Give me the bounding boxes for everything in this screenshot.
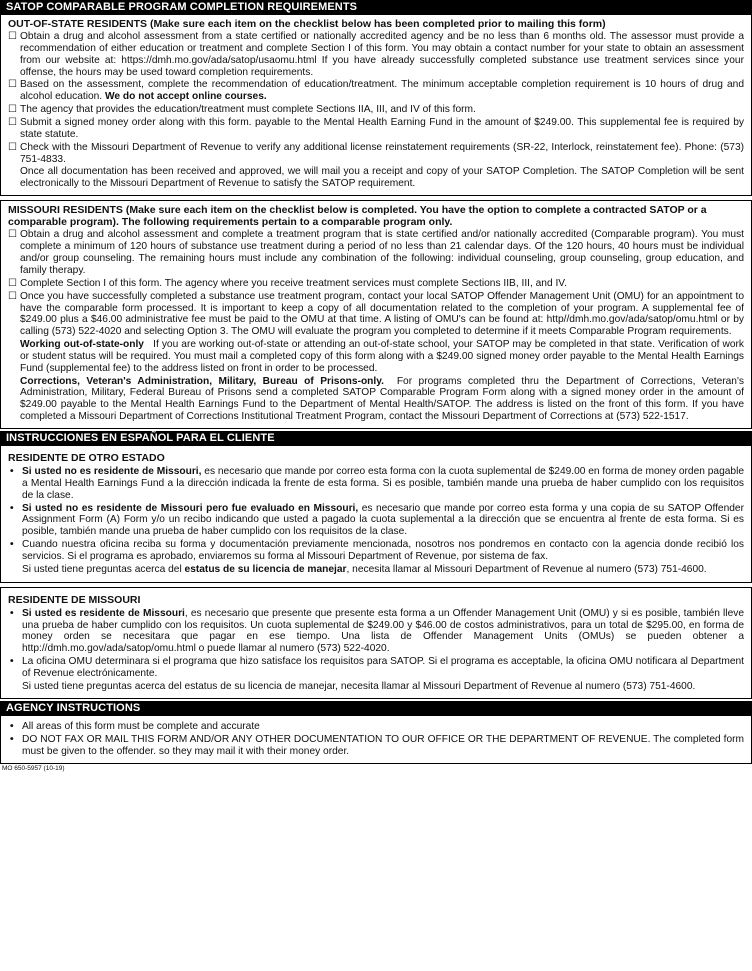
checklist-item: ☐ Complete Section I of this form. The agency where you receive treatment services must complete Sections IIB, III, and IV.	[8, 277, 567, 289]
agency-box	[0, 716, 752, 763]
checkbox-icon: ☐	[8, 117, 17, 129]
completion-note: Once all documentation has been received and approved, we will mail you a receipt and copy of your SATOP Completion. The SATOP Completion will be sent electronically to the Missouri Department of Revenue to satisfy the SATOP requirement.	[20, 166, 744, 190]
otro-estado-heading: RESIDENTE DE OTRO ESTADO	[8, 451, 165, 464]
bullet-icon: •	[10, 466, 14, 478]
checklist-item: ☐ Based on the assessment, complete the recommendation of education/treatment. The minimum acceptable completion requirement is 10 hours of drug and alcohol education. We do not accept online courses.	[8, 79, 744, 103]
online-courses-note: We do not accept online courses.	[104, 91, 267, 103]
checkbox-icon: ☐	[8, 79, 17, 91]
checklist-item: ☐ Obtain a drug and alcohol assessment and complete a treatment program that is state certified and/or nationally accredited (Comparable program). You must complete a minimum of 120 hours of substance use treatment during a period of no less than 21 calendar days. Of the 120 hours, 40 hours must be individual and/or group counseling. The remaining hours must include any combination of the following: individual counseling, group counseling, group education, and family therapy.	[8, 229, 744, 276]
checkbox-icon: ☐	[8, 290, 17, 302]
checkbox-icon: ☐	[8, 31, 17, 43]
list-item: • Si usted no es residente de Missouri, es necesario que mande por correo esta forma con la cuota suplemental de $249.00 en forma de money orden pagable a Mental Health Earnings Fund a la dirección indicada la frente de esta forma. Si es posible, también mande una prueba de haber cumplido con los requisitos de la clase.	[10, 466, 745, 501]
list-item: • Cuando nuestra oficina reciba su forma y documentación previamente mencionada, nosotros nos pondremos en contacto con la agencia donde recibió los servicios. Si el programa es aprobado, enviaremos su forma al Missouri Department of Revenue, por sistema de fax.	[10, 539, 744, 562]
residente-missouri-box	[0, 587, 752, 700]
working-out-of-state-paragraph: Working out-of-state-only If you are working out-of-state or attending an out-of-state school, your SATOP may be completed in that state. Verification of work or student status will be required. You must mail a completed copy of this form along with a $249.00 signed money order payable to the Mental Health Earnings Fund (supplemental fee) to the address listed on front in order to be processed.	[20, 339, 745, 374]
list-item: • Si usted no es residente de Missouri pero fue evaluado en Missouri, es necesario que mande por correo esta forma y una copia de su SATOP Offender Assignment Form (A) Form y/o un recibo indicando que usted a pagado la cuota suplemental a la dirección que se encuentra al frente de esta forma. Si es posible, también mande una prueba de haber cumplido con los requisitos de la clase.	[10, 502, 744, 538]
checkbox-icon: ☐	[8, 141, 17, 153]
working-out-of-state-label: Working out-of-state-only	[20, 339, 144, 351]
list-item: • All areas of this form must be complete and accurate	[10, 721, 260, 733]
checkbox-icon: ☐	[8, 104, 17, 116]
list-item: • La oficina OMU determinara si el programa que hizo satisface los requisitos para SATOP. Si el programa es acceptable, la oficina OMU notificara al Department of Revenue electrónicamente.	[10, 655, 744, 679]
bullet-icon: •	[10, 734, 14, 746]
checklist-item: ☐ Obtain a drug and alcohol assessment from a state certified or nationally accredited agency and be no less than 6 months old. The assessor must provide a recommendation of either education or treatment and complete Section I of this form. You may obtain a contact number for your state to obtain an assessment from our website at: https://dmh.mo.gov/ada/satop/usaomu.html If you have already successfully completed substance use treatment services since your offense, the hours may be used toward completion requirements.	[8, 31, 744, 78]
checklist-item: ☐ Check with the Missouri Department of Revenue to verify any additional license reinstatement requirements (SR-22, Interlock, reinstatement fee). Phone: (573) 751-4833.	[8, 141, 744, 165]
checkbox-icon: ☐	[8, 229, 17, 241]
section-title-satop: SATOP COMPARABLE PROGRAM COMPLETION REQUIREMENTS	[0, 0, 752, 15]
out-of-state-box	[0, 15, 752, 196]
checklist-item: ☐ Submit a signed money order along with this form. payable to the Mental Health Earning Fund in the amount of $249.00. This supplemental fee is required by state statute.	[8, 117, 744, 140]
bullet-icon: •	[10, 502, 14, 514]
license-status-paragraph: Si usted tiene preguntas acerca del estatus de su licencia de manejar, necesita llamar al Missouri Department of Revenue al numero (573) 751-4600.	[22, 563, 707, 575]
missouri-residents-box	[0, 200, 752, 429]
form-code: MO 650-5957 (10-19)	[2, 764, 65, 772]
list-item: • DO NOT FAX OR MAIL THIS FORM AND/OR ANY OTHER DOCUMENTATION TO OUR OFFICE OR THE DEPARTMENT OF REVENUE. The completed form must be given to the offender. so they may mail it with their money order.	[10, 734, 744, 758]
bullet-icon: •	[10, 655, 14, 667]
section-title-agency: AGENCY INSTRUCTIONS	[0, 701, 752, 716]
out-of-state-heading: OUT-OF-STATE RESIDENTS (Make sure each item on the checklist below has been completed prior to mailing this form)	[8, 18, 606, 30]
otro-estado-box	[0, 446, 752, 583]
section-title-spanish: INSTRUCCIONES EN ESPAÑOL PARA EL CLIENTE	[0, 431, 752, 446]
corrections-label: Corrections, Veteran's Administration, Military, Bureau of Prisons-only.	[20, 375, 384, 387]
bullet-icon: •	[10, 539, 14, 551]
bullet-icon: •	[10, 607, 14, 619]
checklist-item: ☐ Once you have successfully completed a substance use treatment program, contact your local SATOP Offender Management Unit (OMU) for an appointment to have the comparable form processed. It is important to keep a copy of all documentation related to the completion of your program. A supplemental fee of $249.00 plus a $46.00 administrative fee must be paid to the OMU at that time. A listing of OMU's can be found at: http//dmh.mo.gov/ada/satop/omu.html or by calling (573) 522-4020 and selecting Option 3. The OMU will evaluate the program you completed to determine if it meets Comparable Program requirements.	[8, 290, 744, 338]
list-item: • Si usted es residente de Missouri, es necesario que presente que presente esta forma a un Offender Management Unit (OMU) y si es posible, también lleve una prueba de haber cumplido con los requisitos. Un cuota suplemental de $249.00 y $46.00 de costos administrativos, para un total de $295.00, en forma de money orden se necesitara que pagar en ese tiempo. Una lista de Offender Management Units (OMUs) se pueden obtener a http://dmh.mo.gov/ada/satop/omu.html o puede llamar al numero (573) 522-4020.	[10, 607, 744, 655]
bullet-icon: •	[10, 721, 14, 733]
checklist-item: ☐ The agency that provides the education/treatment must complete Sections IIA, III, and IV of this form.	[8, 104, 476, 116]
missouri-residents-heading: MISSOURI RESIDENTS (Make sure each item on the checklist below is completed. You have the option to complete a contracted SATOP or a comparable program). The following requirements pertain to a comparable program only.	[8, 204, 707, 229]
license-status-paragraph: Si usted tiene preguntas acerca del estatus de su licencia de manejar, necesita llamar al Missouri Department of Revenue al numero (573) 751-4600.	[22, 680, 696, 692]
corrections-paragraph: Corrections, Veteran's Administration, Military, Bureau of Prisons-only. For programs completed thru the Department of Corrections, Veteran's Administration, Military, Federal Bureau of Prisons send a completed SATOP Comparable Program Form along with a signed money order in the amount of $249.00 payable to the Mental Health Earnings Fund to the Department of Mental Health/SATOP. The address is listed on the front of this form. If you have completed a Missouri Department of Corrections Institutional Treatment Program, contact the Missouri Department of Corrections at (573) 522-1517.	[20, 375, 744, 423]
checkbox-icon: ☐	[8, 277, 17, 289]
residente-missouri-heading: RESIDENTE DE MISSOURI	[8, 593, 141, 606]
